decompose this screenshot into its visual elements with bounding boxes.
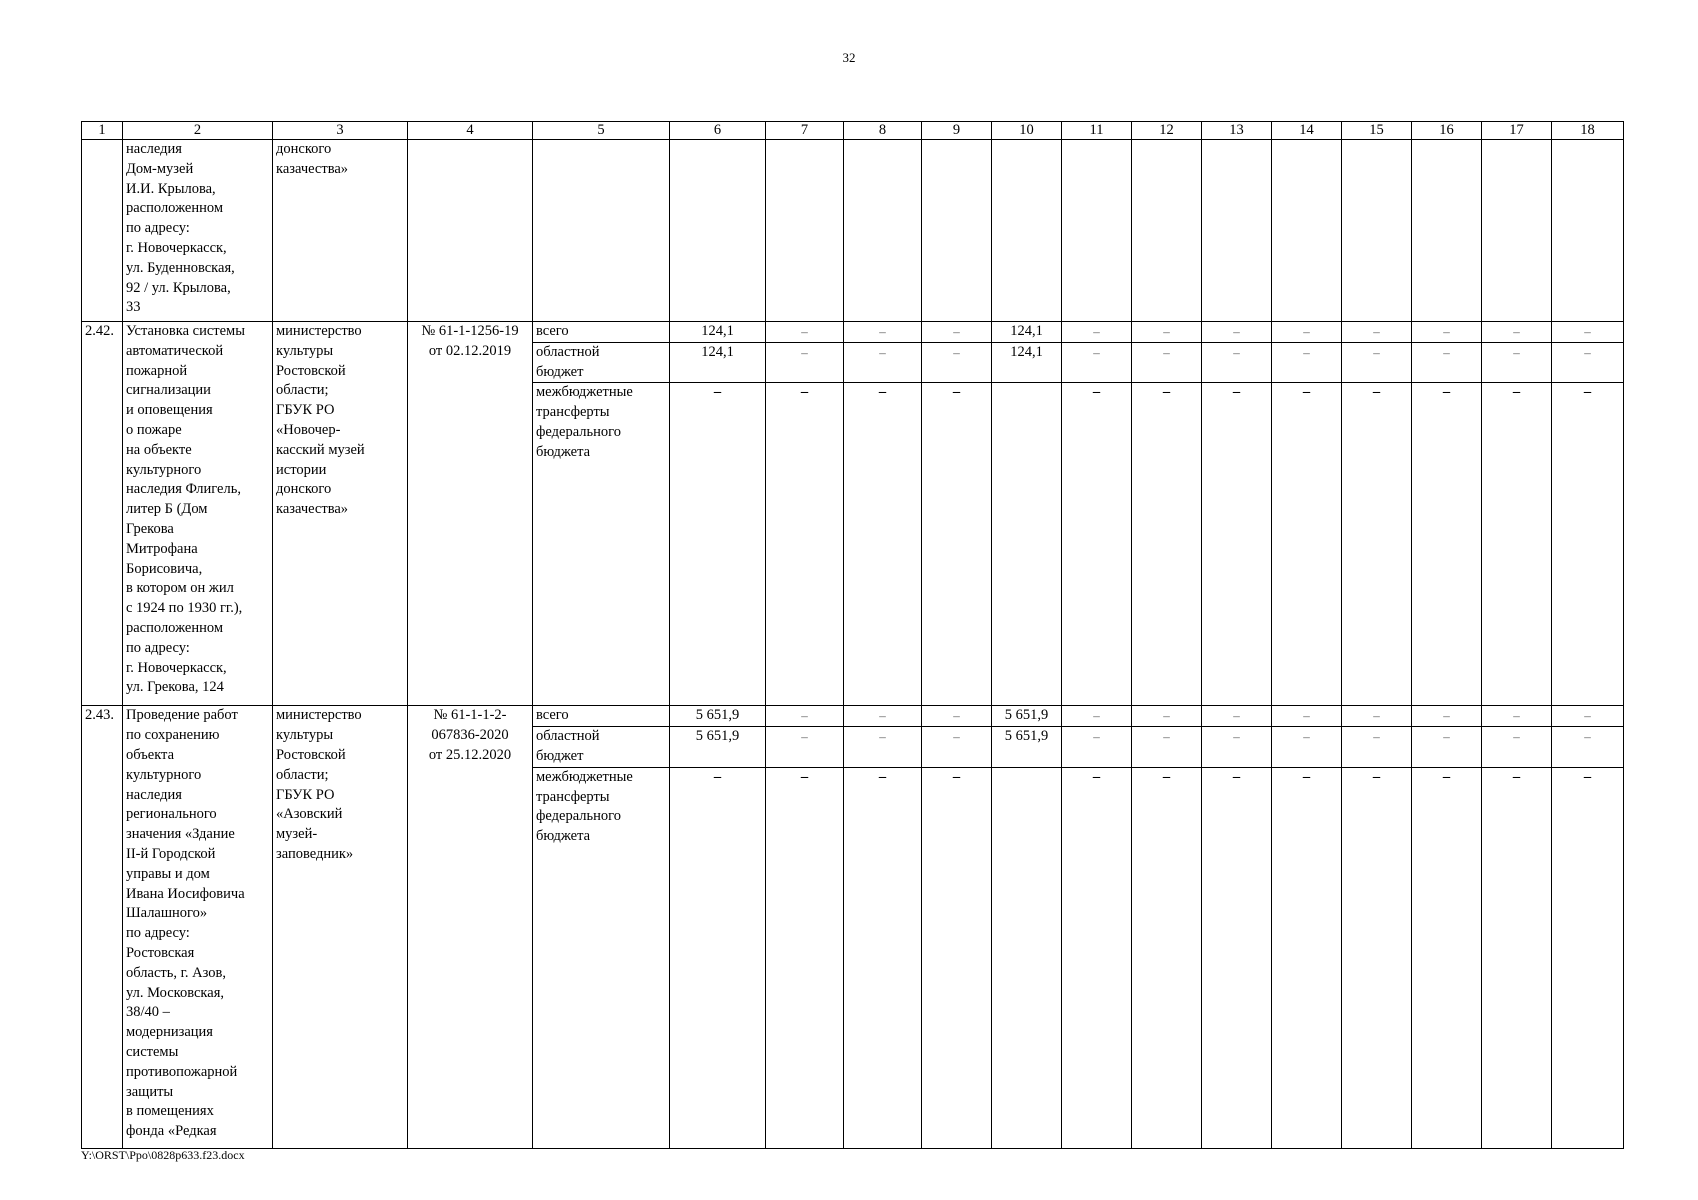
year-cell: – bbox=[1342, 322, 1412, 343]
year-cell: – bbox=[1272, 342, 1342, 383]
year-cell: – bbox=[1202, 383, 1272, 706]
year-cell: – bbox=[1552, 383, 1624, 706]
year-cell: – bbox=[1062, 342, 1132, 383]
year-cell: – bbox=[1412, 322, 1482, 343]
empty-cell bbox=[408, 140, 533, 322]
year-cell: – bbox=[1552, 727, 1624, 768]
empty-cell bbox=[844, 140, 922, 322]
column-number-header: 15 bbox=[1342, 122, 1412, 140]
file-path-footer: Y:\ORST\Ppo\0828p633.f23.docx bbox=[81, 1148, 245, 1162]
column-number-header: 11 bbox=[1062, 122, 1132, 140]
object-name-cell: Установка системы автоматической пожарной сигнализации и оповещения о пожаре на объекте культурного наследия Флигель, литер Б (Дом Грекова Митрофана Борисовича, в котором он жил с 1924 по 1930 гг.), расположенном по адресу: г. Новочеркасск, ул. Грекова, 124 bbox=[123, 322, 273, 706]
year-cell: – bbox=[922, 383, 992, 706]
year-cell: – bbox=[766, 767, 844, 1148]
executor-cell: министерство культуры Ростовской области; ГБУК РО «Новочер- касский музей истории донского казачества» bbox=[273, 322, 408, 706]
year-cell: – bbox=[1272, 383, 1342, 706]
empty-cell bbox=[1482, 140, 1552, 322]
year-cell: – bbox=[1132, 383, 1202, 706]
year-cell: – bbox=[844, 322, 922, 343]
year-cell: – bbox=[1482, 706, 1552, 727]
year-cell: – bbox=[1552, 342, 1624, 383]
column-number-row bbox=[82, 122, 1624, 140]
year-cell: – bbox=[1132, 706, 1202, 727]
column-number-header: 12 bbox=[1132, 122, 1202, 140]
year-cell: – bbox=[922, 322, 992, 343]
empty-cell bbox=[533, 140, 670, 322]
year-cell: – bbox=[1132, 767, 1202, 1148]
total-cell: 124,1 bbox=[670, 342, 766, 383]
year-cell: – bbox=[1202, 767, 1272, 1148]
column-number-header: 16 bbox=[1412, 122, 1482, 140]
year-cell: 124,1 bbox=[992, 322, 1062, 343]
column-number-header: 13 bbox=[1202, 122, 1272, 140]
year-cell: 124,1 bbox=[992, 342, 1062, 383]
year-cell: – bbox=[844, 727, 922, 768]
column-number-header: 7 bbox=[766, 122, 844, 140]
executor-cell: министерство культуры Ростовской области; ГБУК РО «Азовский музей- заповедник» bbox=[273, 706, 408, 1148]
year-cell: – bbox=[1202, 706, 1272, 727]
year-cell: – bbox=[1412, 383, 1482, 706]
object-name-cell: Проведение работ по сохранению объекта культурного наследия регионального значения «Здание II-й Городской управы и дом Ивана Иосифовича Шалашного» по адресу: Ростовская область, г. Азов, ул. Московская, 38/40 – модернизация системы противопожарной защиты в помещениях фонда «Редкая bbox=[123, 706, 273, 1148]
year-cell: – bbox=[1272, 706, 1342, 727]
year-cell: – bbox=[1342, 706, 1412, 727]
column-number-header: 8 bbox=[844, 122, 922, 140]
finance-row bbox=[82, 322, 1624, 343]
year-cell: – bbox=[1272, 727, 1342, 768]
item-number-cell: 2.42. bbox=[82, 322, 123, 706]
finance-row bbox=[82, 706, 1624, 727]
year-cell: – bbox=[1062, 727, 1132, 768]
year-cell: – bbox=[1062, 706, 1132, 727]
funding-source-cell: областной бюджет bbox=[533, 727, 670, 768]
year-cell: – bbox=[1342, 383, 1412, 706]
year-cell: – bbox=[1342, 727, 1412, 768]
year-cell: – bbox=[1202, 322, 1272, 343]
year-cell: – bbox=[1132, 322, 1202, 343]
year-cell: – bbox=[1062, 767, 1132, 1148]
year-cell: – bbox=[1412, 342, 1482, 383]
year-cell: – bbox=[1412, 727, 1482, 768]
total-cell: 5 651,9 bbox=[670, 727, 766, 768]
empty-cell bbox=[1272, 140, 1342, 322]
document-cell: № 61-1-1-2- 067836-2020 от 25.12.2020 bbox=[408, 706, 533, 1148]
object-name-cell: наследия Дом-музей И.И. Крылова, расположенном по адресу: г. Новочеркасск, ул. Буденновская, 92 / ул. Крылова, 33 bbox=[123, 140, 273, 322]
empty-cell bbox=[1412, 140, 1482, 322]
page-number: 32 bbox=[842, 50, 856, 65]
year-cell: – bbox=[1482, 322, 1552, 343]
item-number-cell: 2.43. bbox=[82, 706, 123, 1148]
year-cell: – bbox=[844, 767, 922, 1148]
year-cell: – bbox=[766, 322, 844, 343]
year-cell: – bbox=[766, 706, 844, 727]
year-cell bbox=[992, 383, 1062, 706]
year-cell: – bbox=[766, 342, 844, 383]
year-cell: – bbox=[1132, 727, 1202, 768]
executor-cell: донского казачества» bbox=[273, 140, 408, 322]
empty-cell bbox=[1062, 140, 1132, 322]
column-number-header: 17 bbox=[1482, 122, 1552, 140]
column-number-header: 14 bbox=[1272, 122, 1342, 140]
empty-cell bbox=[922, 140, 992, 322]
year-cell: – bbox=[766, 727, 844, 768]
year-cell: – bbox=[1202, 727, 1272, 768]
row-number-cell bbox=[82, 140, 123, 322]
column-number-header: 9 bbox=[922, 122, 992, 140]
empty-cell bbox=[1342, 140, 1412, 322]
year-cell: 5 651,9 bbox=[992, 727, 1062, 768]
column-number-header: 18 bbox=[1552, 122, 1624, 140]
year-cell: – bbox=[922, 727, 992, 768]
funding-source-cell: всего bbox=[533, 322, 670, 343]
year-cell: – bbox=[1132, 342, 1202, 383]
program-table bbox=[81, 121, 1624, 1149]
column-number-header: 2 bbox=[123, 122, 273, 140]
funding-source-cell: всего bbox=[533, 706, 670, 727]
empty-cell bbox=[670, 140, 766, 322]
funding-source-cell: межбюджетные трансферты федерального бюджета bbox=[533, 383, 670, 706]
year-cell: 5 651,9 bbox=[992, 706, 1062, 727]
year-cell: – bbox=[844, 706, 922, 727]
total-cell: – bbox=[670, 767, 766, 1148]
column-number-header: 3 bbox=[273, 122, 408, 140]
year-cell: – bbox=[1482, 383, 1552, 706]
year-cell: – bbox=[1062, 383, 1132, 706]
year-cell bbox=[992, 767, 1062, 1148]
total-cell: 124,1 bbox=[670, 322, 766, 343]
year-cell: – bbox=[1342, 342, 1412, 383]
empty-cell bbox=[766, 140, 844, 322]
year-cell: – bbox=[1482, 727, 1552, 768]
empty-cell bbox=[992, 140, 1062, 322]
column-number-header: 1 bbox=[82, 122, 123, 140]
year-cell: – bbox=[1552, 322, 1624, 343]
funding-source-cell: областной бюджет bbox=[533, 342, 670, 383]
year-cell: – bbox=[1342, 767, 1412, 1148]
year-cell: – bbox=[922, 342, 992, 383]
year-cell: – bbox=[1412, 706, 1482, 727]
total-cell: – bbox=[670, 383, 766, 706]
year-cell: – bbox=[1412, 767, 1482, 1148]
year-cell: – bbox=[922, 706, 992, 727]
year-cell: – bbox=[844, 342, 922, 383]
year-cell: – bbox=[1482, 342, 1552, 383]
continuation-row bbox=[82, 140, 1624, 322]
column-number-header: 5 bbox=[533, 122, 670, 140]
year-cell: – bbox=[844, 383, 922, 706]
empty-cell bbox=[1202, 140, 1272, 322]
year-cell: – bbox=[766, 383, 844, 706]
column-number-header: 10 bbox=[992, 122, 1062, 140]
empty-cell bbox=[1552, 140, 1624, 322]
year-cell: – bbox=[1482, 767, 1552, 1148]
year-cell: – bbox=[922, 767, 992, 1148]
column-number-header: 6 bbox=[670, 122, 766, 140]
year-cell: – bbox=[1062, 322, 1132, 343]
year-cell: – bbox=[1202, 342, 1272, 383]
year-cell: – bbox=[1552, 767, 1624, 1148]
year-cell: – bbox=[1272, 322, 1342, 343]
year-cell: – bbox=[1272, 767, 1342, 1148]
year-cell: – bbox=[1552, 706, 1624, 727]
funding-source-cell: межбюджетные трансферты федерального бюджета bbox=[533, 767, 670, 1148]
document-cell: № 61-1-1256-19 от 02.12.2019 bbox=[408, 322, 533, 706]
column-number-header: 4 bbox=[408, 122, 533, 140]
empty-cell bbox=[1132, 140, 1202, 322]
total-cell: 5 651,9 bbox=[670, 706, 766, 727]
